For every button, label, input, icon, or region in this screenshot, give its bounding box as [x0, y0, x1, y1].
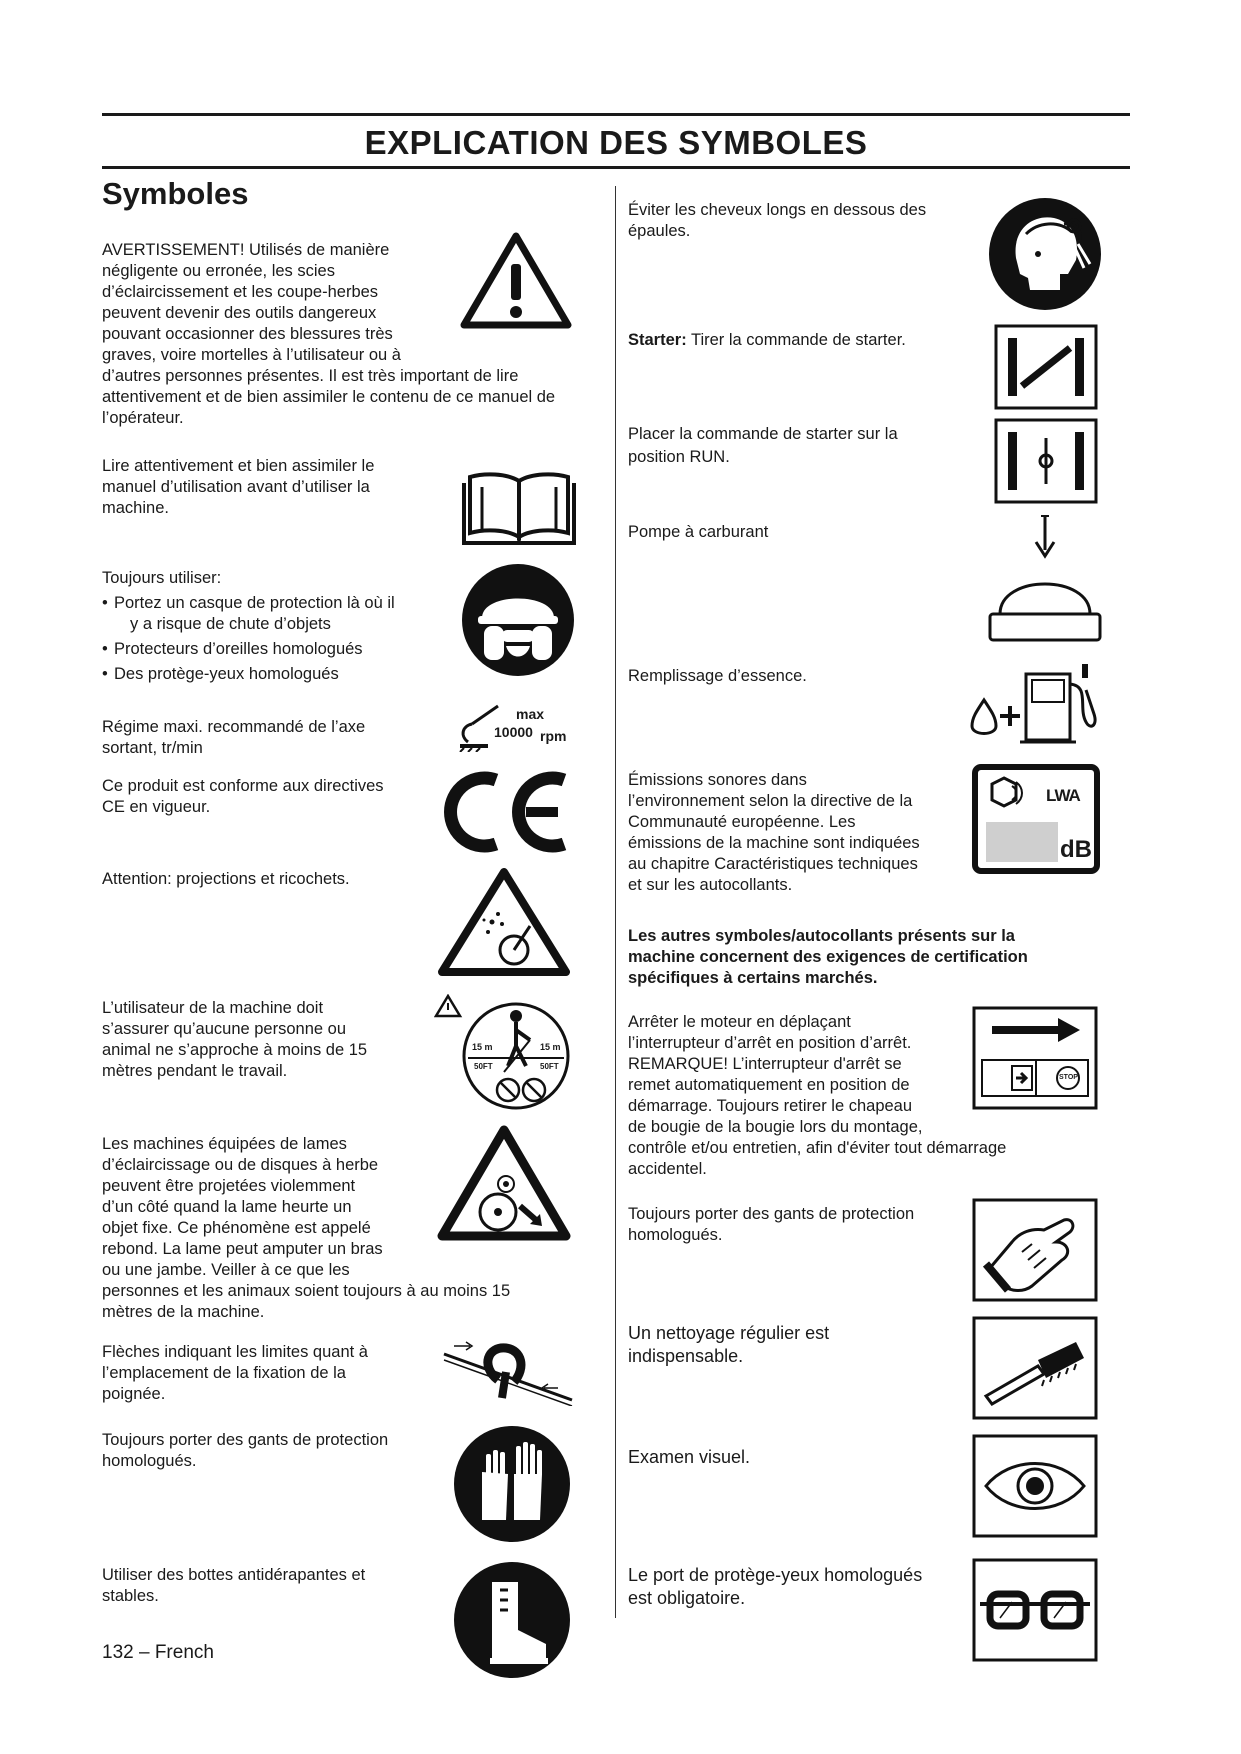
- ce-mark-icon: [440, 768, 572, 856]
- hair-text: Éviter les cheveux longs en dessous des épaules.: [628, 201, 927, 240]
- gloves-icon: [452, 1424, 572, 1544]
- refuel-text: Remplissage d’essence.: [628, 667, 807, 685]
- noise-emission-icon: LWA dB: [972, 764, 1100, 874]
- choke-icon: [994, 324, 1098, 410]
- handle-position-icon: [440, 1336, 576, 1406]
- warning-text: AVERTISSEMENT! Utilisés de manière négligente ou erronée, les scies d’éclaircissement et les coupe-herbes peuvent devenir des outils dangereux pouvant occasionner des blessures très graves, voire mortelles à l’utilisateur ou à d’autres personnes présentes. Il est très important de lire attentivement et de bien assimiler le contenu de ce manuel de l’opérateur.: [102, 241, 556, 427]
- boots-text: Utiliser des bottes antidérapantes et stables.: [102, 1566, 366, 1605]
- boots-icon: [452, 1560, 572, 1680]
- run-position-icon: [994, 418, 1098, 504]
- helmet-earmuffs-goggles-icon: [460, 562, 576, 678]
- max-rpm-icon: max 10000 rpm: [458, 702, 578, 756]
- gloves-right-text: Toujours porter des gants de protection homologués.: [628, 1205, 915, 1244]
- cleaning-text: Un nettoyage régulier est indispensable.: [628, 1323, 830, 1366]
- projection-warning-icon: [436, 866, 572, 978]
- top-rule: [102, 113, 1130, 116]
- handle-text: Flèches indiquant les limites quant à l’emplacement de la fixation de la poignée.: [102, 1343, 368, 1403]
- fuel-pump-text: Pompe à carburant: [628, 523, 769, 541]
- section-title: Symboles: [102, 176, 249, 211]
- goggles-text: Le port de protège-yeux homologués est obligatoire.: [628, 1565, 923, 1608]
- goggles-icon: [972, 1558, 1098, 1662]
- distance-text: L’utilisateur de la machine doit s’assurer qu’aucune personne ou animal ne s’approche à moins de 15 mètres pendant le travail.: [102, 999, 368, 1080]
- run-text: Placer la commande de starter sur la position RUN.: [628, 425, 898, 466]
- page-title: EXPLICATION DES SYMBOLES: [364, 124, 868, 161]
- long-hair-warning-icon: [988, 194, 1102, 312]
- list-item: • Des protège-yeux homologués: [102, 665, 339, 683]
- protective-glove-icon: [972, 1198, 1098, 1302]
- ce-text: Ce produit est conforme aux directives CE en vigueur.: [102, 777, 384, 816]
- warning-triangle-icon: [458, 230, 574, 330]
- list-item: • Protecteurs d’oreilles homologués: [102, 640, 363, 658]
- starter-text: Starter: Tirer la commande de starter.: [628, 331, 906, 349]
- gloves-text: Toujours porter des gants de protection homologués.: [102, 1431, 389, 1470]
- safety-distance-icon: 15 m 15 m 50FT 50FT: [434, 994, 576, 1114]
- eye-icon: [972, 1434, 1098, 1538]
- list-item: • Portez un casque de protection là où il y a risque de chute d’objets: [102, 594, 395, 633]
- projections-text: Attention: projections et ricochets.: [102, 870, 350, 888]
- book-icon: [462, 467, 576, 549]
- speed-text: Régime maxi. recommandé de l’axe sortant, tr/min: [102, 718, 366, 757]
- kickback-text: Les machines équipées de lames d’éclaircissage ou de disques à herbe peuvent être projetées violemment d’un côté quand la lame heurte un objet fixe. Ce phénomène est appelé rebond. La lame peut amputer un bras ou une jambe. Veiller à ce que les personnes et les animaux soient toujours à au moins 15 mètres de la machine.: [102, 1135, 511, 1321]
- title-rule: [102, 166, 1130, 169]
- visual-inspection-text: Examen visuel.: [628, 1447, 751, 1467]
- noise-text: Émissions sonores dans l’environnement selon la directive de la Communauté européenne. Les émissions de la machine sont indiquées au chapitre Caractéristiques techniques et sur les autocollants.: [628, 771, 920, 894]
- stop-switch-icon: STOP: [972, 1006, 1098, 1110]
- protection-text: Toujours utiliser: • Portez un casque de protection là où il y a risque de chute d’objets • Protecteurs d’oreilles homologués • Des protège-yeux homologués: [102, 568, 442, 689]
- other-symbols-note: Les autres symboles/autocollants présents sur la machine concernent des exigences de certification spécifiques à certains marchés.: [628, 927, 1028, 987]
- column-divider: [615, 186, 616, 1618]
- kickback-warning-icon: [436, 1124, 572, 1242]
- primer-bulb-icon: [986, 514, 1104, 646]
- brush-icon: [972, 1316, 1098, 1420]
- page-number: 132 – French: [102, 1642, 214, 1663]
- manual-text: Lire attentivement et bien assimiler le manuel d’utilisation avant d’utiliser la machine.: [102, 457, 375, 517]
- stop-switch-text: Arrêter le moteur en déplaçant l’interrupteur d’arrêt en position d’arrêt. REMARQUE! L’interrupteur d'arrêt se remet automatiquement en position de démarrage. Toujours retirer le chapeau de bougie de la bougie lors du montage, contrôle et/ou entretien, afin d'éviter tout démarrage accidentel.: [628, 1013, 1007, 1178]
- refuel-icon: [970, 660, 1102, 746]
